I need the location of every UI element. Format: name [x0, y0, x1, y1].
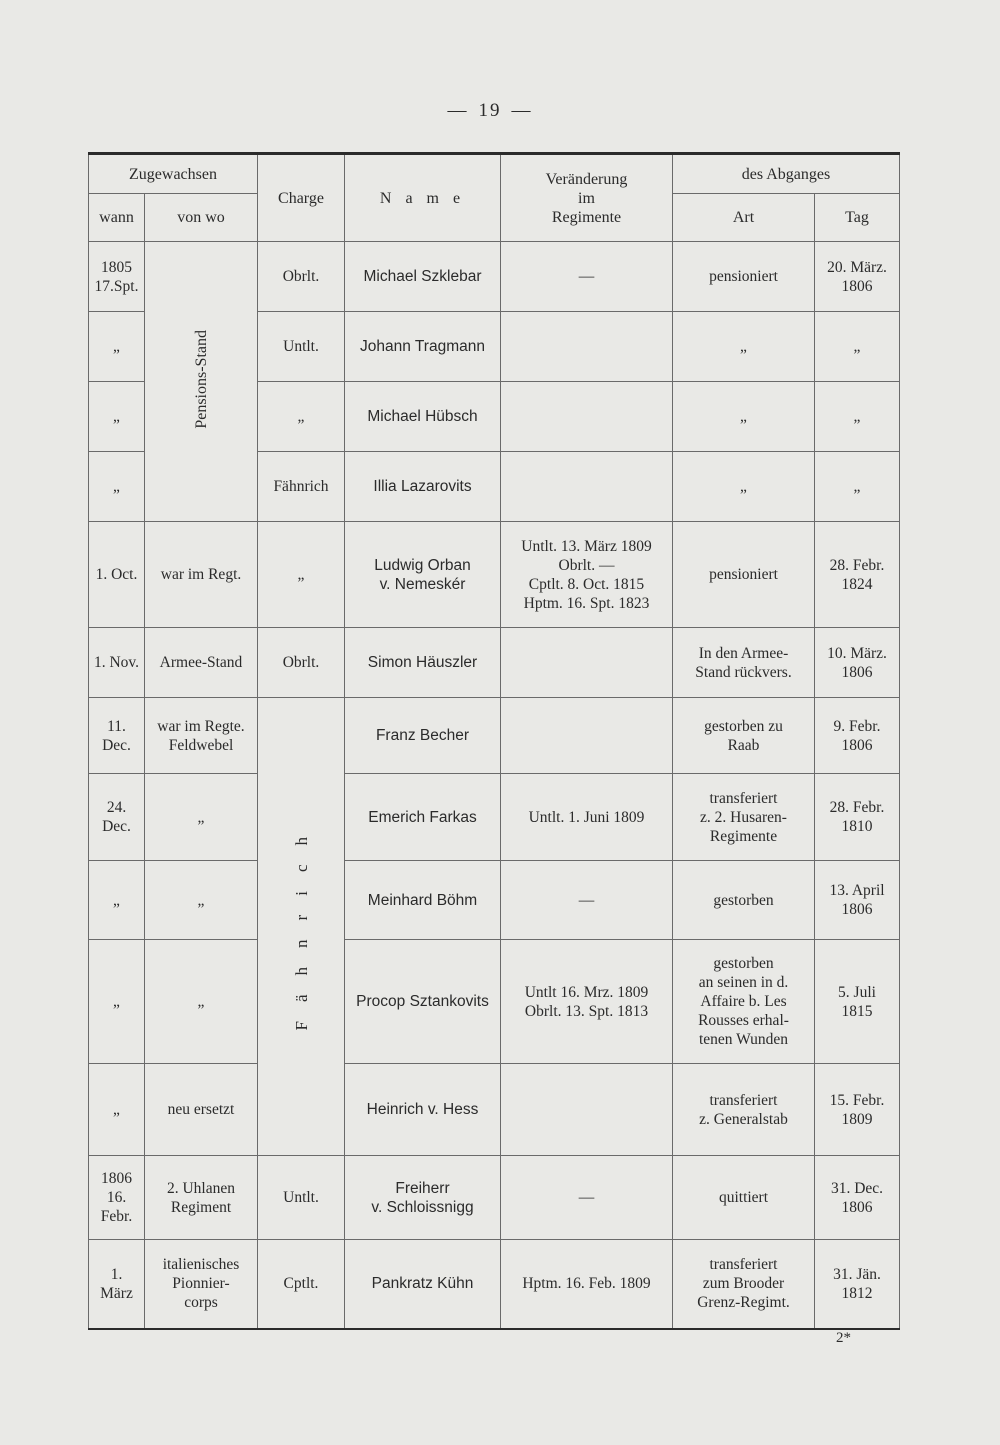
cell-charge: Obrlt.	[258, 242, 345, 312]
cell-veraenderung: Untlt 16. Mrz. 1809 Obrlt. 13. Spt. 1813	[501, 940, 673, 1064]
cell-wann: „	[89, 940, 145, 1064]
cell-art: transferiert z. 2. Husaren- Regimente	[673, 774, 815, 861]
cell-veraenderung: —	[501, 861, 673, 940]
cell-art: „	[673, 312, 815, 382]
cell-tag: 5. Juli 1815	[815, 940, 900, 1064]
cell-wann: „	[89, 1064, 145, 1156]
cell-art: transferiert z. Generalstab	[673, 1064, 815, 1156]
cell-art: gestorben zu Raab	[673, 698, 815, 774]
page-number-dash-left: —	[447, 100, 469, 121]
table-row	[89, 1240, 900, 1329]
cell-tag: 9. Febr. 1806	[815, 698, 900, 774]
cell-wann: „	[89, 382, 145, 452]
cell-tag: 28. Febr. 1824	[815, 522, 900, 628]
cell-tag: „	[815, 382, 900, 452]
cell-wann: 11. Dec.	[89, 698, 145, 774]
cell-name: Procop Sztankovits	[345, 940, 501, 1064]
group-label-pensions-stand: Pensions-Stand	[192, 329, 210, 429]
cell-name: Pankratz Kühn	[345, 1240, 501, 1329]
cell-tag: 10. März. 1806	[815, 628, 900, 698]
page-number-value: 19	[478, 100, 502, 121]
cell-art: gestorben an seinen in d. Affaire b. Les Rousses erhal- tenen Wunden	[673, 940, 815, 1064]
cell-name: Johann Tragmann	[345, 312, 501, 382]
cell-charge: Untlt.	[258, 312, 345, 382]
cell-art: quittiert	[673, 1156, 815, 1240]
cell-wann: 1. März	[89, 1240, 145, 1329]
cell-name: Michael Szklebar	[345, 242, 501, 312]
cell-wann: „	[89, 312, 145, 382]
cell-von-wo: Armee-Stand	[145, 628, 258, 698]
header-wann: wann	[89, 194, 145, 242]
cell-veraenderung: Untlt. 1. Juni 1809	[501, 774, 673, 861]
group-label-faehnrich: Fähnrich	[291, 817, 311, 1031]
group-pensions-stand	[145, 242, 258, 522]
cell-wann: 24. Dec.	[89, 774, 145, 861]
cell-charge: „	[258, 522, 345, 628]
cell-tag: 31. Jän. 1812	[815, 1240, 900, 1329]
table-row	[89, 774, 900, 861]
cell-von-wo: war im Regte. Feldwebel	[145, 698, 258, 774]
page-number-dash-right: —	[511, 100, 533, 121]
cell-von-wo: 2. Uhlanen Regiment	[145, 1156, 258, 1240]
cell-charge: Untlt.	[258, 1156, 345, 1240]
cell-tag: 15. Febr. 1809	[815, 1064, 900, 1156]
cell-veraenderung: Hptm. 16. Feb. 1809	[501, 1240, 673, 1329]
cell-art: „	[673, 382, 815, 452]
header-zugewachsen: Zugewachsen	[89, 154, 258, 194]
cell-name: Ludwig Orban v. Nemeskér	[345, 522, 501, 628]
cell-art: pensioniert	[673, 242, 815, 312]
header-name: N a m e	[345, 154, 501, 242]
cell-wann: 1805 17.Spt.	[89, 242, 145, 312]
cell-tag: 28. Febr. 1810	[815, 774, 900, 861]
header-charge: Charge	[258, 154, 345, 242]
table-row	[89, 940, 900, 1064]
table-row	[89, 522, 900, 628]
cell-von-wo: „	[145, 861, 258, 940]
cell-art: transferiert zum Brooder Grenz-Regimt.	[673, 1240, 815, 1329]
cell-veraenderung	[501, 452, 673, 522]
cell-art: pensioniert	[673, 522, 815, 628]
cell-veraenderung	[501, 698, 673, 774]
cell-charge: Fähnrich	[258, 452, 345, 522]
cell-name: Emerich Farkas	[345, 774, 501, 861]
cell-wann: 1. Nov.	[89, 628, 145, 698]
table-row	[89, 861, 900, 940]
cell-von-wo: war im Regt.	[145, 522, 258, 628]
cell-art: „	[673, 452, 815, 522]
cell-wann: „	[89, 861, 145, 940]
cell-veraenderung: —	[501, 242, 673, 312]
cell-name: Illia Lazarovits	[345, 452, 501, 522]
cell-charge: Obrlt.	[258, 628, 345, 698]
cell-name: Franz Becher	[345, 698, 501, 774]
table-row	[89, 1156, 900, 1240]
cell-wann: 1806 16. Febr.	[89, 1156, 145, 1240]
cell-name: Heinrich v. Hess	[345, 1064, 501, 1156]
cell-wann: „	[89, 452, 145, 522]
cell-name: Simon Häuszler	[345, 628, 501, 698]
header-des-abganges: des Abganges	[673, 154, 900, 194]
table-row	[89, 1064, 900, 1156]
cell-name: Freiherr v. Schloissnigg	[345, 1156, 501, 1240]
cell-name: Meinhard Böhm	[345, 861, 501, 940]
page-number	[0, 100, 980, 122]
cell-tag: 20. März. 1806	[815, 242, 900, 312]
cell-tag: „	[815, 312, 900, 382]
cell-art: In den Armee- Stand rückvers.	[673, 628, 815, 698]
table-row	[89, 698, 900, 774]
cell-von-wo: italienisches Pionnier- corps	[145, 1240, 258, 1329]
cell-veraenderung	[501, 1064, 673, 1156]
cell-tag: 13. April 1806	[815, 861, 900, 940]
cell-charge: Cptlt.	[258, 1240, 345, 1329]
footnote-signature: 2*	[836, 1330, 851, 1346]
register-table	[88, 152, 900, 1330]
cell-veraenderung	[501, 312, 673, 382]
cell-veraenderung	[501, 382, 673, 452]
group-faehnrich	[258, 698, 345, 1156]
cell-veraenderung: Untlt. 13. März 1809 Obrlt. — Cptlt. 8. Oct. 1815 Hptm. 16. Spt. 1823	[501, 522, 673, 628]
header-tag: Tag	[815, 194, 900, 242]
cell-wann: 1. Oct.	[89, 522, 145, 628]
cell-veraenderung	[501, 628, 673, 698]
cell-von-wo: „	[145, 940, 258, 1064]
cell-von-wo: neu ersetzt	[145, 1064, 258, 1156]
header-von-wo: von wo	[145, 194, 258, 242]
header-veraenderung: Veränderung im Regimente	[501, 154, 673, 242]
table-row	[89, 242, 900, 312]
cell-art: gestorben	[673, 861, 815, 940]
cell-name: Michael Hübsch	[345, 382, 501, 452]
cell-veraenderung: —	[501, 1156, 673, 1240]
cell-von-wo: „	[145, 774, 258, 861]
header-art: Art	[673, 194, 815, 242]
cell-tag: „	[815, 452, 900, 522]
table-row	[89, 628, 900, 698]
cell-charge: „	[258, 382, 345, 452]
cell-tag: 31. Dec. 1806	[815, 1156, 900, 1240]
